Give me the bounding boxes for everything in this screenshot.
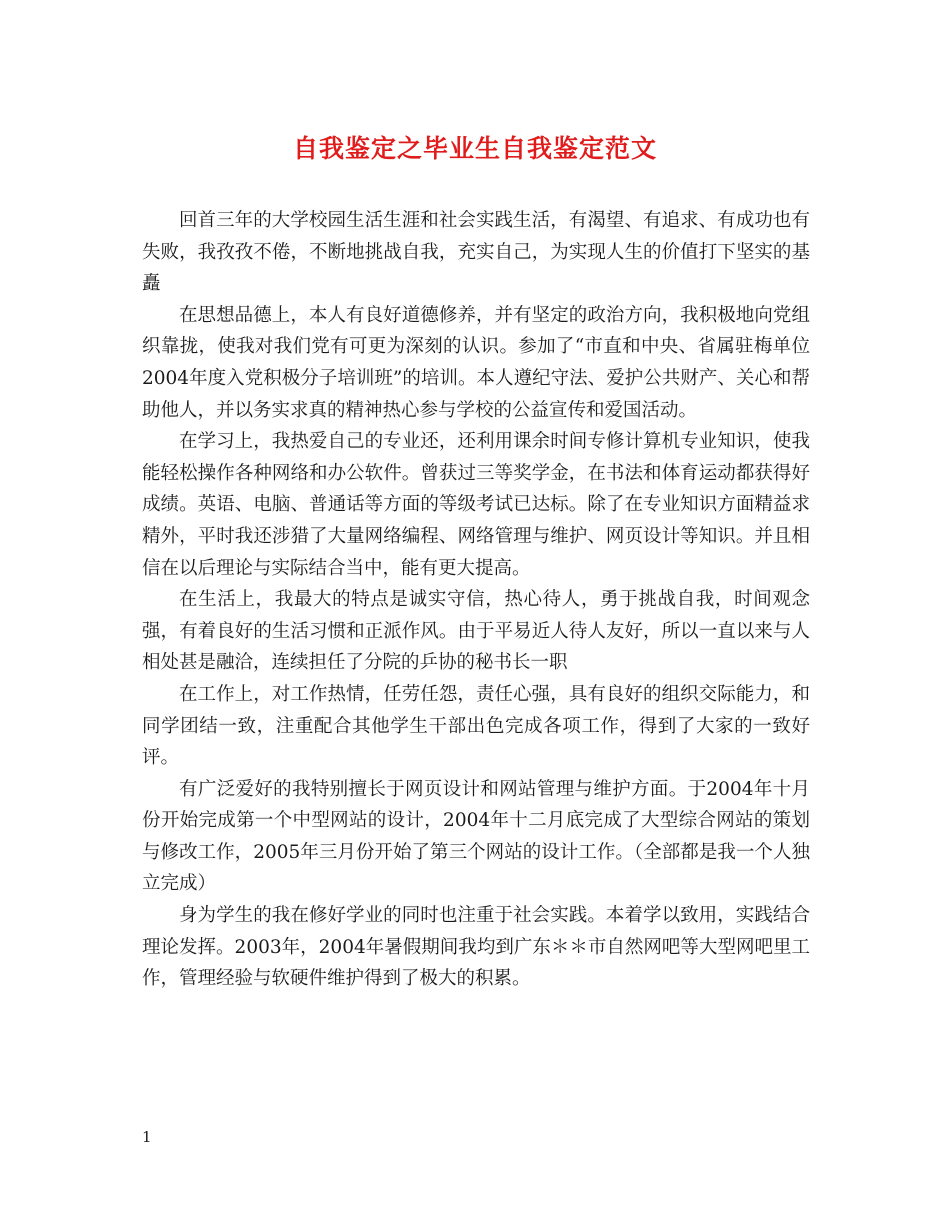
document-body	[142, 205, 810, 995]
document-title: 自我鉴定之毕业生自我鉴定范文	[292, 134, 657, 163]
paragraph-hobbies: 有广泛爱好的我特别擅长于网页设计和网站管理与维护方面。于2004年十月份开始完成第一个中型网站的设计，2004年十二月底完成了大型综合网站的策划与修改工作，2005年三月份开始了第三个网站的设计工作。（全部都是我一个人独立完成）	[142, 778, 810, 895]
paragraph-work: 在工作上，对工作热情，任劳任怨，责任心强，具有良好的组织交际能力，和同学团结一致，注重配合其他学生干部出色完成各项工作，得到了大家的一致好评。	[142, 683, 810, 769]
page-number: 1	[142, 1128, 152, 1146]
paragraph-practice: 身为学生的我在修好学业的同时也注重于社会实践。本着学以致用，实践结合理论发挥。2003年，2004年暑假期间我均到广东＊＊市自然网吧等大型网吧里工作，管理经验与软硬件维护得到了极大的积累。	[142, 905, 810, 990]
paragraph-life: 在生活上，我最大的特点是诚实守信，热心待人，勇于挑战自我，时间观念强，有着良好的生活习惯和正派作风。由于平易近人待人友好，所以一直以来与人相处甚是融洽，连续担任了分院的乒协的秘书长一职	[142, 589, 810, 674]
paragraph-intro: 回首三年的大学校园生活生涯和社会实践生活，有渴望、有追求、有成功也有失败，我孜孜不倦，不断地挑战自我，充实自己，为实现人生的价值打下坚实的基矗	[142, 210, 810, 295]
paragraph-morality: 在思想品德上，本人有良好道德修养，并有坚定的政治方向，我积极地向党组织靠拢，使我对我们党有可更为深刻的认识。参加了“市直和中央、省属驻梅单位2004年度入党积极分子培训班”的培训。本人遵纪守法、爱护公共财产、关心和帮助他人，并以务实求真的精神热心参与学校的公益宣传和爱国活动。	[142, 304, 810, 421]
paragraph-study: 在学习上，我热爱自己的专业还，还利用课余时间专修计算机专业知识，使我能轻松操作各种网络和办公软件。曾获过三等奖学金，在书法和体育运动都获得好成绩。英语、电脑、普通话等方面的等级考试已达标。除了在专业知识方面精益求精外，平时我还涉猎了大量网络编程、网络管理与维护、网页设计等知识。并且相信在以后理论与实际结合当中，能有更大提高。	[142, 431, 810, 579]
